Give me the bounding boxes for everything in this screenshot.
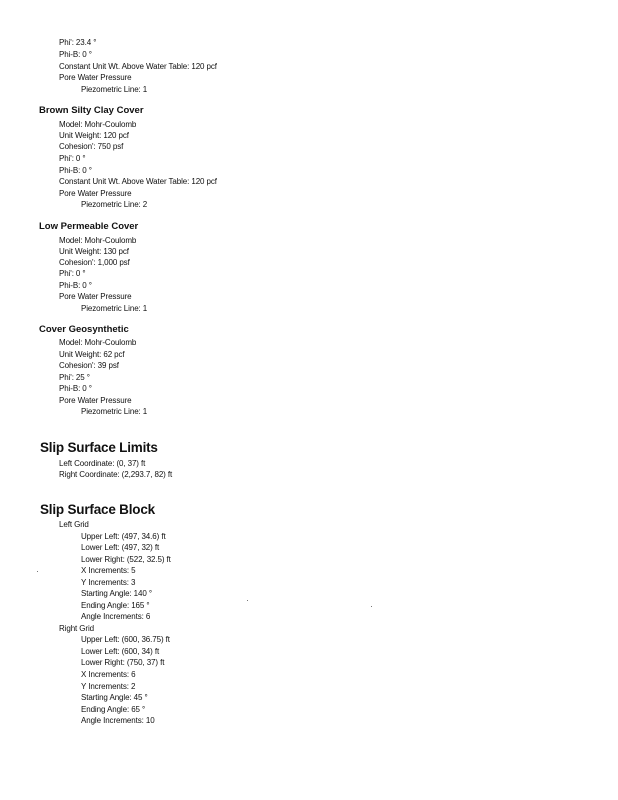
left-grid-ending-angle: Ending Angle: 165 °	[81, 601, 150, 610]
limits-left-coordinate: Left Coordinate: (0, 37) ft	[59, 459, 146, 468]
brown-unit-weight: Unit Weight: 120 pcf	[59, 131, 129, 140]
low-phi-b: Phi-B: 0 °	[59, 281, 92, 290]
left-grid-lower-right: Lower Right: (522, 32.5) ft	[81, 555, 171, 564]
right-grid-label: Right Grid	[59, 624, 95, 633]
brown-pore-water-pressure: Pore Water Pressure	[59, 189, 132, 198]
brown-heading: Brown Silty Clay Cover	[39, 105, 144, 116]
geo-model: Model: Mohr-Coulomb	[59, 338, 137, 347]
brown-unit-wt: Constant Unit Wt. Above Water Table: 120 pcf	[59, 177, 217, 186]
low-piezometric-line: Piezometric Line: 1	[81, 304, 148, 313]
geo-phi: Phi': 25 °	[59, 373, 90, 382]
right-grid-angle-increments: Angle Increments: 10	[81, 716, 155, 725]
top-phi-b: Phi-B: 0 °	[59, 50, 92, 59]
right-grid-lower-right: Lower Right: (750, 37) ft	[81, 658, 165, 667]
left-grid-lower-left: Lower Left: (497, 32) ft	[81, 543, 160, 552]
top-piezometric-line: Piezometric Line: 1	[81, 85, 148, 94]
top-unit-wt: Constant Unit Wt. Above Water Table: 120 pcf	[59, 62, 217, 71]
left-grid-x-increments: X Increments: 5	[81, 566, 136, 575]
right-grid-x-increments: X Increments: 6	[81, 670, 136, 679]
top-pore-water-pressure: Pore Water Pressure	[59, 73, 132, 82]
right-grid-ending-angle: Ending Angle: 65 °	[81, 705, 146, 714]
brown-model: Model: Mohr-Coulomb	[59, 120, 137, 129]
low-heading: Low Permeable Cover	[39, 221, 139, 232]
low-cohesion: Cohesion': 1,000 psf	[59, 258, 130, 267]
geo-heading: Cover Geosynthetic	[39, 324, 129, 335]
left-grid-angle-increments: Angle Increments: 6	[81, 612, 151, 621]
right-grid-lower-left: Lower Left: (600, 34) ft	[81, 647, 160, 656]
geo-cohesion: Cohesion': 39 psf	[59, 361, 119, 370]
scan-speck	[371, 606, 372, 607]
brown-phi: Phi': 0 °	[59, 154, 86, 163]
right-grid-y-increments: Y Increments: 2	[81, 682, 136, 691]
low-pore-water-pressure: Pore Water Pressure	[59, 292, 132, 301]
left-grid-label: Left Grid	[59, 520, 89, 529]
left-grid-upper-left: Upper Left: (497, 34.6) ft	[81, 532, 166, 541]
limits-right-coordinate: Right Coordinate: (2,293.7, 82) ft	[59, 470, 173, 479]
brown-piezometric-line: Piezometric Line: 2	[81, 200, 148, 209]
scan-speck	[37, 571, 38, 572]
right-grid-starting-angle: Starting Angle: 45 °	[81, 693, 148, 702]
right-grid-upper-left: Upper Left: (600, 36.75) ft	[81, 635, 170, 644]
low-unit-weight: Unit Weight: 130 pcf	[59, 247, 129, 256]
geo-piezometric-line: Piezometric Line: 1	[81, 407, 148, 416]
limits-heading: Slip Surface Limits	[40, 440, 158, 455]
block-heading: Slip Surface Block	[40, 502, 155, 517]
low-model: Model: Mohr-Coulomb	[59, 236, 137, 245]
low-phi: Phi': 0 °	[59, 269, 86, 278]
scan-speck	[247, 600, 248, 601]
geo-pore-water-pressure: Pore Water Pressure	[59, 396, 132, 405]
top-phi: Phi': 23.4 °	[59, 38, 97, 47]
geo-unit-weight: Unit Weight: 62 pcf	[59, 350, 125, 359]
brown-phi-b: Phi-B: 0 °	[59, 166, 92, 175]
brown-cohesion: Cohesion': 750 psf	[59, 142, 124, 151]
geo-phi-b: Phi-B: 0 °	[59, 384, 92, 393]
left-grid-y-increments: Y Increments: 3	[81, 578, 136, 587]
left-grid-starting-angle: Starting Angle: 140 °	[81, 589, 152, 598]
